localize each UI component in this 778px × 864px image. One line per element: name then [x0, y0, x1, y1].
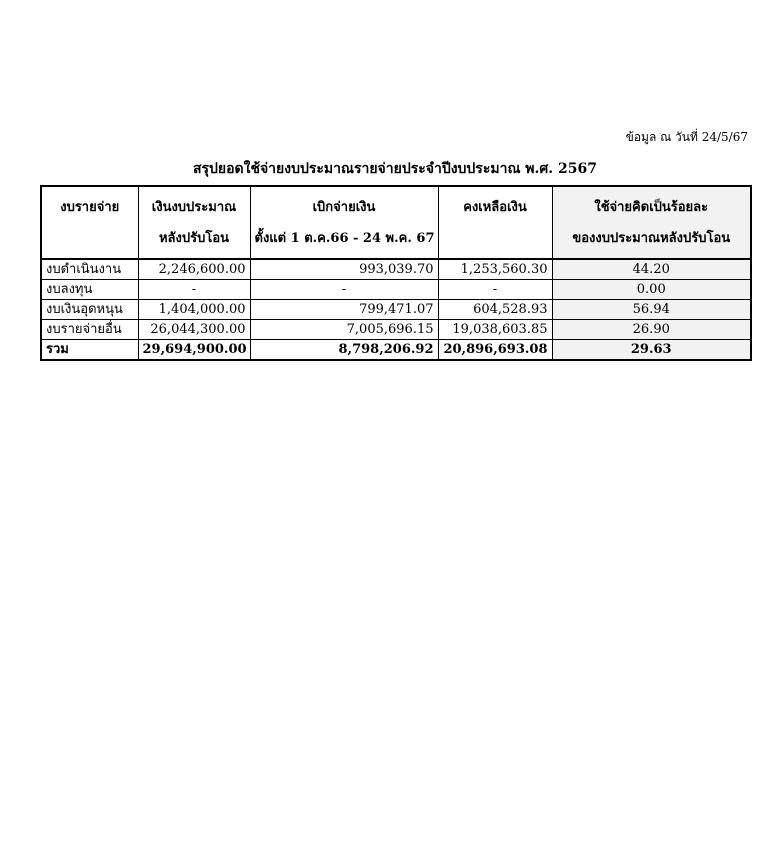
row-percent: 56.94: [552, 300, 751, 320]
table-row: [41, 320, 751, 340]
row-disbursed: 993,039.70: [250, 259, 438, 280]
table-row: [41, 259, 751, 280]
row-percent: 44.20: [552, 259, 751, 280]
row-disbursed: 799,471.07: [250, 300, 438, 320]
row-category: งบลงทุน: [41, 280, 138, 300]
table-header-row: [41, 186, 751, 259]
header-percent: [552, 186, 751, 259]
row-disbursed: 7,005,696.15: [250, 320, 438, 340]
header-disbursed-line1: เบิกจ่ายเงิน: [312, 200, 376, 215]
row-remaining: 1,253,560.30: [438, 259, 552, 280]
total-row: [41, 340, 751, 361]
header-disbursed: [250, 186, 438, 259]
row-category: งบเงินอุดหนุน: [41, 300, 138, 320]
data-as-of-date: ข้อมูล ณ วันที่ 24/5/67: [625, 130, 748, 144]
budget-summary-table: [40, 185, 752, 361]
row-percent: 26.90: [552, 320, 751, 340]
header-percent-line2: ของงบประมาณหลังปรับโอน: [572, 231, 731, 246]
header-disbursed-line2: ตั้งแต่ 1 ต.ค.66 - 24 พ.ค. 67: [254, 231, 435, 246]
total-remaining: 20,896,693.08: [438, 340, 552, 361]
row-budget: -: [138, 280, 250, 300]
header-budget: [138, 186, 250, 259]
row-budget: 26,044,300.00: [138, 320, 250, 340]
header-budget-line1: เงินงบประมาณ: [151, 200, 237, 215]
total-disbursed: 8,798,206.92: [250, 340, 438, 361]
row-category: งบดำเนินงาน: [41, 259, 138, 280]
header-remaining: [438, 186, 552, 259]
row-remaining: 604,528.93: [438, 300, 552, 320]
header-budget-line2: หลังปรับโอน: [158, 231, 230, 246]
report-title: สรุปยอดใช้จ่ายงบประมาณรายจ่ายประจำปีงบประมาณ พ.ศ. 2567: [192, 161, 598, 177]
row-budget: 2,246,600.00: [138, 259, 250, 280]
row-percent: 0.00: [552, 280, 751, 300]
total-category: รวม: [41, 340, 138, 361]
header-remaining-line1: คงเหลือเงิน: [463, 200, 527, 215]
row-budget: 1,404,000.00: [138, 300, 250, 320]
header-percent-line1: ใช้จ่ายคิดเป็นร้อยละ: [594, 200, 709, 215]
table-row: [41, 300, 751, 320]
row-remaining: 19,038,603.85: [438, 320, 552, 340]
total-percent: 29.63: [552, 340, 751, 361]
header-category-line1: งบรายจ่าย: [60, 200, 120, 215]
row-category: งบรายจ่ายอื่น: [41, 320, 138, 340]
row-disbursed: -: [250, 280, 438, 300]
row-remaining: -: [438, 280, 552, 300]
header-category: [41, 186, 138, 259]
total-budget: 29,694,900.00: [138, 340, 250, 361]
table-row: [41, 280, 751, 300]
